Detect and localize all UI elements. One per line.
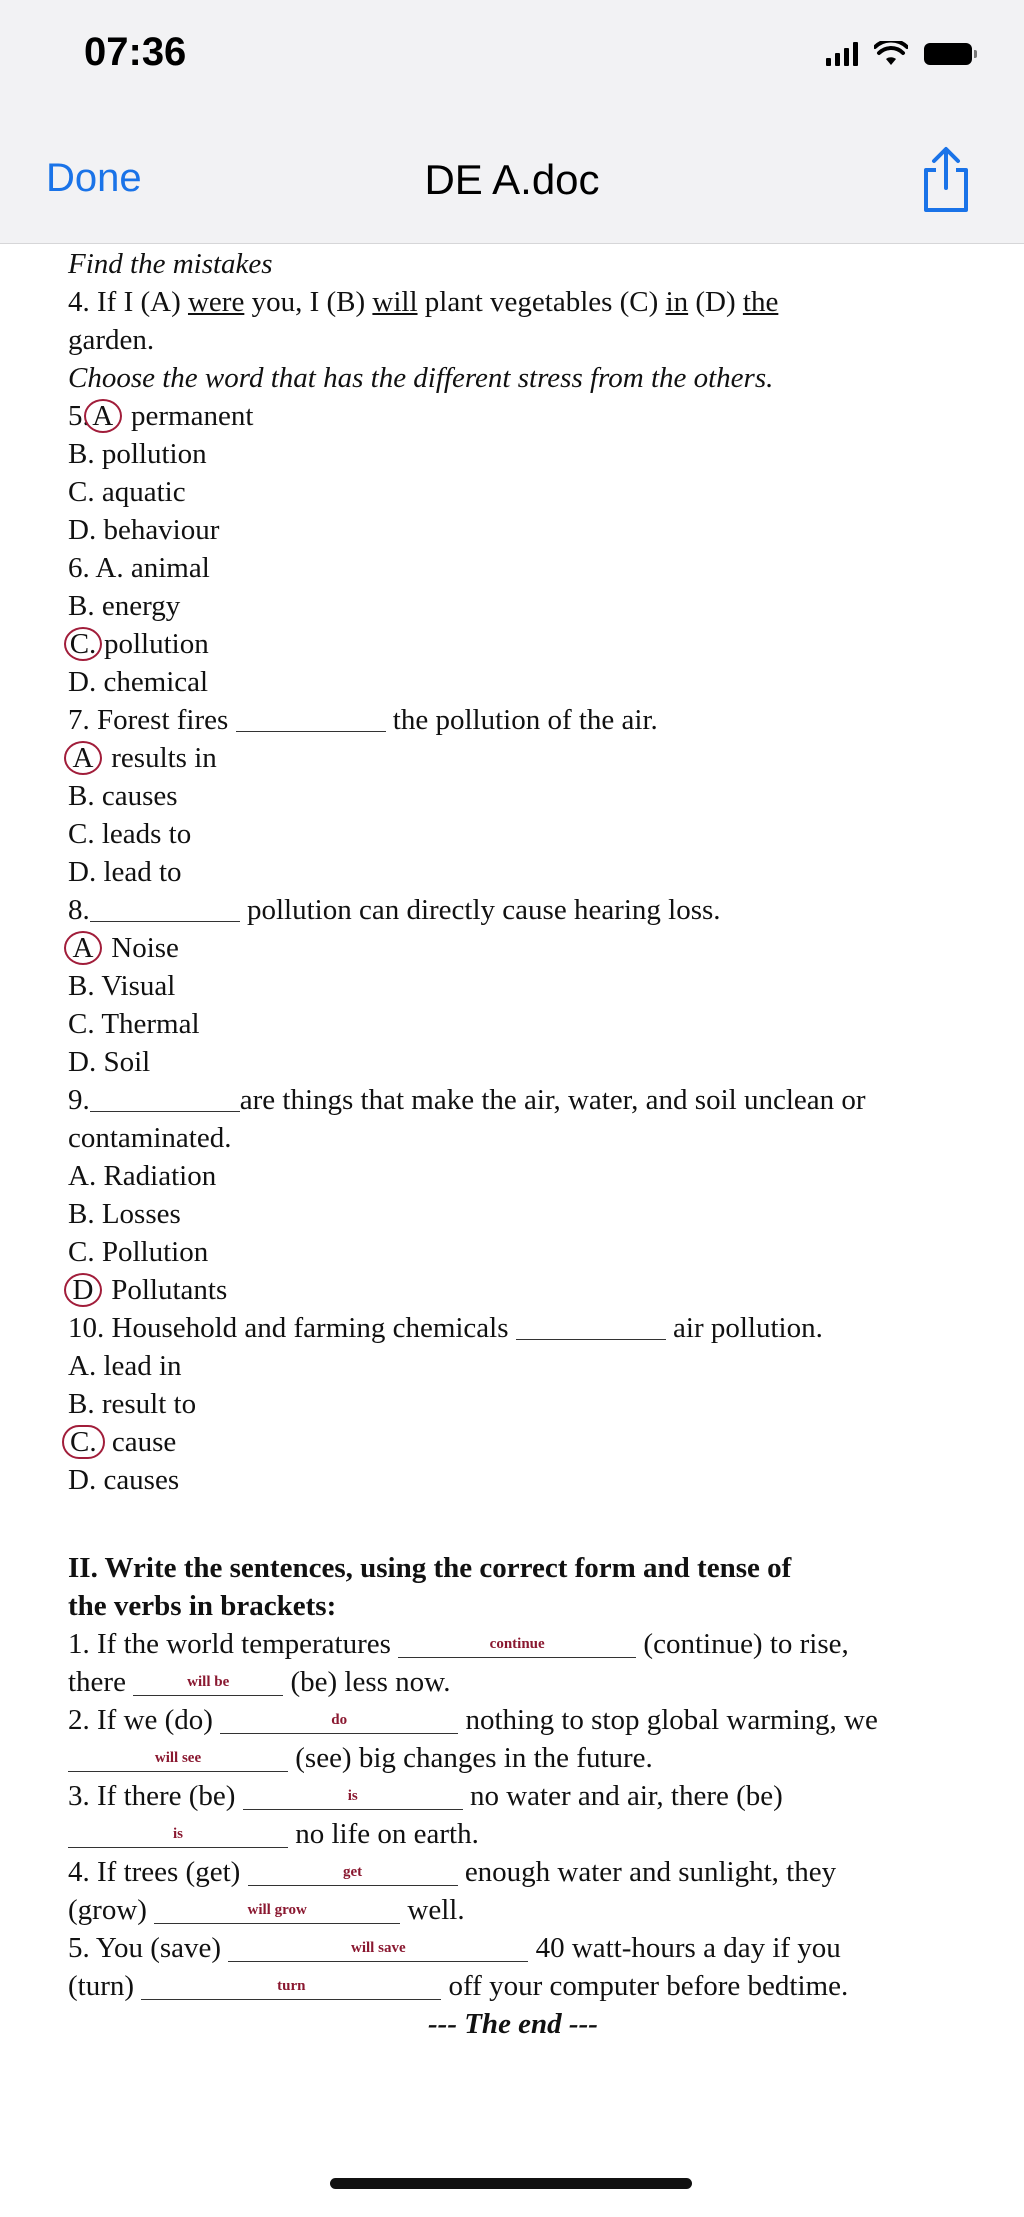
handwritten-answer: continue [489, 1636, 545, 1652]
answer-circle: A [64, 741, 102, 775]
handwritten-answer: will see [154, 1750, 202, 1766]
q9-option-d: D Pollutants [68, 1272, 227, 1308]
answer-circle: C. [64, 627, 102, 661]
question-8: 8. pollution can directly cause hearing loss. [68, 894, 721, 926]
done-button[interactable]: Done [46, 156, 142, 200]
top-bar [0, 0, 1024, 244]
q7-option-a: A results in [68, 740, 217, 776]
mistakes-heading: Find the mistakes [68, 248, 273, 280]
sentence-4-cont: (grow) $^{will grow}$ well. [68, 1894, 465, 1926]
answer-circle: A [84, 399, 122, 433]
sentence-3: 3. If there (be) $^{is}$ no water and air, there (be) [68, 1780, 783, 1812]
question-10: 10. Household and farming chemicals air pollution. [68, 1312, 823, 1344]
sentence-5-cont: (turn) $^{turn}$ off your computer before bedtime. [68, 1970, 849, 2002]
question-9: 9. are things that make the air, water, and soil unclean or [68, 1084, 866, 1116]
stress-heading: Choose the word that has the different stress from the others. [68, 362, 774, 394]
q7-option-b: B. causes [68, 780, 178, 812]
sentence-3-cont: $^{is}$ no life on earth. [68, 1816, 479, 1852]
section-2-heading-cont: the verbs in brackets: [68, 1590, 337, 1622]
home-indicator[interactable] [330, 2178, 692, 2189]
handwritten-answer: is [347, 1788, 358, 1804]
sentence-4: 4. If trees (get) $^{get}$ enough water and sunlight, they [68, 1856, 837, 1888]
handwritten-answer: will grow [247, 1902, 307, 1918]
answer-circle: C. [62, 1425, 105, 1459]
q10-option-a: A. lead in [68, 1350, 182, 1382]
handwritten-answer: turn [277, 1978, 306, 1994]
question-7: 7. Forest fires the pollution of the air. [68, 704, 658, 736]
sentence-5: 5. You (save) $^{will save}$ 40 watt-hours a day if you [68, 1932, 841, 1964]
q9-option-b: B. Losses [68, 1198, 181, 1230]
question-9-cont: contaminated. [68, 1122, 232, 1154]
status-icons [826, 36, 972, 72]
sentence-2: 2. If we (do) $^{do}$ nothing to stop global warming, we [68, 1704, 878, 1736]
sentence-1: 1. If the world temperatures $^{continue}$ (continue) to rise, [68, 1628, 849, 1660]
handwritten-answer: do [331, 1712, 348, 1728]
battery-icon [924, 43, 972, 65]
wifi-icon [874, 41, 908, 67]
q5-option-d: D. behaviour [68, 514, 220, 546]
q6-option-a: 6. A. animal [68, 552, 210, 584]
document-title: DE A.doc [424, 156, 600, 203]
handwritten-answer: will save [351, 1940, 406, 1956]
question-4-cont: garden. [68, 324, 155, 356]
q9-option-c: C. Pollution [68, 1236, 209, 1268]
q5-option-b: B. pollution [68, 438, 207, 470]
q10-option-c: C. cause [68, 1424, 176, 1460]
q10-option-d: D. causes [68, 1464, 180, 1496]
q5-option-c: C. aquatic [68, 476, 186, 508]
q9-option-a: A. Radiation [68, 1160, 217, 1192]
q6-option-d: D. chemical [68, 666, 209, 698]
answer-circle: A [64, 931, 102, 965]
answer-circle: D [64, 1273, 102, 1307]
handwritten-answer: will be [187, 1674, 230, 1690]
q8-option-b: B. Visual [68, 970, 176, 1002]
sentence-1-cont: there $^{will be}$ (be) less now. [68, 1666, 451, 1698]
q7-option-d: D. lead to [68, 856, 182, 888]
q10-option-b: B. result to [68, 1388, 197, 1420]
q5-option-a: 5.A permanent [68, 400, 254, 432]
handwritten-answer: get [342, 1864, 363, 1880]
q8-option-a: A Noise [68, 930, 179, 966]
document-end: --- The end --- [428, 2008, 598, 2040]
q7-option-c: C. leads to [68, 818, 192, 850]
status-time: 07:36 [84, 30, 187, 74]
section-2-heading: II. Write the sentences, using the correct form and tense of [68, 1552, 792, 1584]
q6-option-b: B. energy [68, 590, 181, 622]
q6-option-c: C. pollution [68, 626, 209, 662]
signal-icon [826, 42, 858, 66]
handwritten-answer: is [172, 1826, 183, 1842]
q8-option-c: C. Thermal [68, 1008, 200, 1040]
question-4: 4. If I (A) were you, I (B) will plant vegetables (C) in (D) the [68, 286, 779, 318]
sentence-2-cont: $^{will see}$ (see) big changes in the future. [68, 1740, 653, 1776]
q8-option-d: D. Soil [68, 1046, 151, 1078]
share-icon[interactable] [916, 144, 976, 216]
